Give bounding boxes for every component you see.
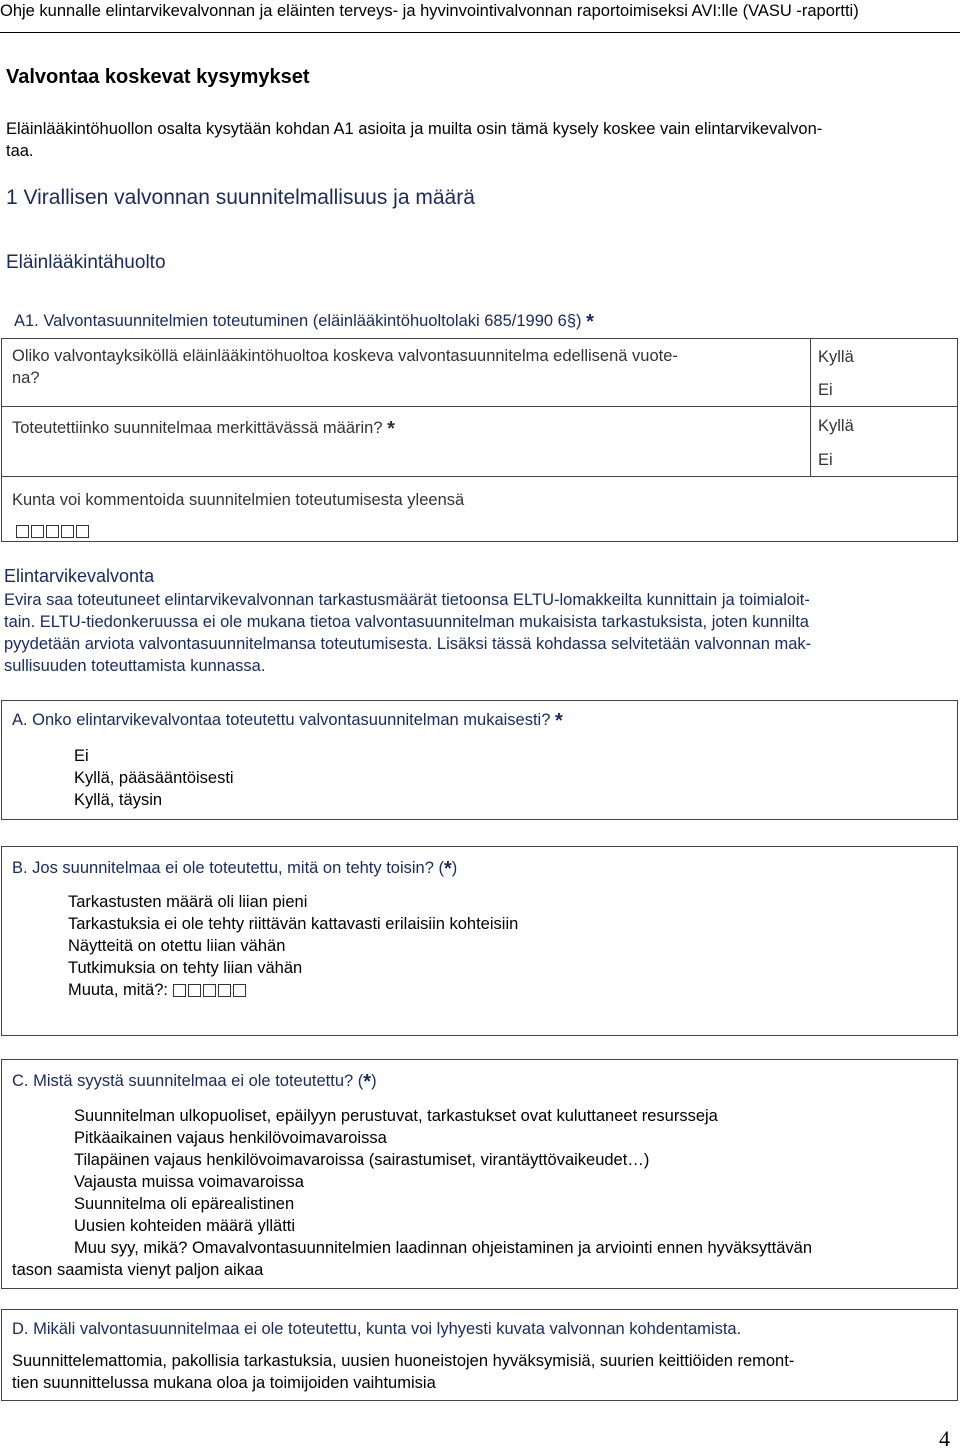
question-c-title-pre: C. Mistä syystä suunnitelmaa ei ole toteutettu? ( bbox=[12, 1072, 364, 1090]
question-a-title-text: A. Onko elintarvikevalvontaa toteutettu valvontasuunnitelman mukaisesti? bbox=[12, 711, 551, 729]
question-b-title-post: ) bbox=[451, 859, 458, 877]
a1-q1-option-yes[interactable]: Kyllä bbox=[818, 348, 854, 366]
question-b-title-pre: B. Jos suunnitelmaa ei ole toteutettu, mitä on tehty toisin? ( bbox=[12, 859, 444, 877]
section-title: Valvontaa koskevat kysymykset bbox=[6, 66, 310, 88]
required-star: * bbox=[554, 710, 563, 732]
field-placeholder-box bbox=[61, 525, 74, 538]
question-c-other-line-2: tason saamista vienyt paljon aikaa bbox=[12, 1261, 264, 1279]
intro-line-2: taa. bbox=[6, 142, 34, 160]
required-star: * bbox=[586, 311, 594, 333]
field-placeholder-box bbox=[233, 984, 246, 997]
question-d-title: D. Mikäli valvontasuunnitelmaa ei ole toteutettu, kunta voi lyhyesti kuvata valvonnan kohdentamista. bbox=[12, 1320, 742, 1338]
question-b-title bbox=[12, 857, 457, 880]
question-c-title bbox=[12, 1070, 377, 1093]
food-line-2: tain. ELTU-tiedonkeruussa ei ole mukana tietoa valvontasuunnitelman mukaisista tarkastuksista, joten kunnilta bbox=[4, 613, 809, 631]
page-number: 4 bbox=[939, 1426, 950, 1451]
a1-q2 bbox=[12, 417, 395, 440]
a1-row-2-divider bbox=[810, 407, 811, 476]
a1-q2-text: Toteutettiinko suunnitelmaa merkittävässä määrin? bbox=[12, 419, 383, 437]
field-placeholder-box bbox=[218, 984, 231, 997]
food-line-4: sullisuuden toteuttamista kunnassa. bbox=[4, 657, 266, 675]
field-placeholder-box bbox=[173, 984, 186, 997]
question-c-box bbox=[1, 1059, 958, 1289]
a1-q1-option-no[interactable]: Ei bbox=[818, 381, 833, 399]
a1-table bbox=[1, 338, 958, 542]
field-placeholder-box bbox=[46, 525, 59, 538]
question-b-other-label: Muuta, mitä?: bbox=[68, 981, 168, 999]
question-c-option-5[interactable]: Uusien kohteiden määrä yllätti bbox=[74, 1217, 296, 1235]
a1-q2-option-yes[interactable]: Kyllä bbox=[818, 417, 854, 435]
food-text bbox=[4, 589, 954, 677]
heading-main: 1 Virallisen valvonnan suunnitelmallisuus ja määrä bbox=[6, 186, 475, 209]
a1-q1-line-2: na? bbox=[12, 369, 40, 387]
field-placeholder-box bbox=[16, 525, 29, 538]
question-d-answer-line-1[interactable]: Suunnittelemattomia, pakollisia tarkastuksia, uusien huoneistojen hyväksymisiä, suurien keittiöiden remont- bbox=[12, 1352, 795, 1370]
food-line-3: pyydetään arviota valvontasuunnitelmansa toteutumisesta. Lisäksi tässä kohdassa selvitetään valvonnan mak- bbox=[4, 635, 812, 653]
question-a-option-2[interactable]: Kyllä, täysin bbox=[74, 791, 163, 809]
question-c-option-4[interactable]: Suunnitelma oli epärealistinen bbox=[74, 1195, 295, 1213]
a1-row-2 bbox=[1, 406, 958, 477]
field-placeholder-box bbox=[188, 984, 201, 997]
a1-comment-label: Kunta voi kommentoida suunnitelmien toteutumisesta yleensä bbox=[12, 491, 465, 509]
a1-row-1-divider bbox=[810, 339, 811, 406]
question-a-box bbox=[1, 700, 958, 820]
a1-q1 bbox=[12, 345, 802, 389]
question-c-title-post: ) bbox=[371, 1072, 377, 1090]
food-line-1: Evira saa toteutuneet elintarvikevalvonnan tarkastusmäärät tietoonsa ELTU-lomakkeilta kunnittain ja toimialoit- bbox=[4, 591, 810, 609]
question-d-answer-line-2[interactable]: tien suunnittelussa mukana oloa ja toimijoiden vaihtumisia bbox=[12, 1374, 436, 1392]
a1-row-1 bbox=[1, 338, 958, 407]
a1-comment-field[interactable] bbox=[16, 523, 91, 541]
a1-q1-line-1: Oliko valvontayksiköllä eläinlääkintöhuoltoa koskeva valvontasuunnitelma edellisenä vuote- bbox=[12, 347, 678, 365]
a1-title-text: A1. Valvontasuunnitelmien toteutuminen (eläinlääkintöhuoltolaki 685/1990 6§) bbox=[14, 312, 582, 330]
question-b-other[interactable] bbox=[68, 979, 248, 1001]
question-c-option-3[interactable]: Vajausta muissa voimavaroissa bbox=[74, 1173, 304, 1191]
required-star: * bbox=[444, 858, 452, 880]
a1-title bbox=[14, 310, 594, 333]
question-b-option-3[interactable]: Tutkimuksia on tehty liian vähän bbox=[68, 959, 303, 977]
question-b-box bbox=[1, 846, 958, 1036]
question-a-option-0[interactable]: Ei bbox=[74, 747, 89, 765]
question-a-title bbox=[12, 709, 563, 732]
field-placeholder-box bbox=[203, 984, 216, 997]
question-a-option-1[interactable]: Kyllä, pääsääntöisesti bbox=[74, 769, 234, 787]
question-c-other-line-1[interactable]: Muu syy, mikä? Omavalvontasuunnitelmien laadinnan ohjeistaminen ja arviointi ennen hyväksyttävän bbox=[74, 1239, 813, 1257]
field-placeholder-box bbox=[76, 525, 89, 538]
required-star: * bbox=[387, 418, 395, 440]
question-c-option-1[interactable]: Pitkäaikainen vajaus henkilövoimavaroissa bbox=[74, 1129, 387, 1147]
document-header: Ohje kunnalle elintarvikevalvonnan ja eläinten terveys- ja hyvinvointivalvonnan raportoimiseksi AVI:lle (VASU -raportti) bbox=[0, 2, 859, 20]
intro-text bbox=[6, 118, 822, 162]
question-b-option-1[interactable]: Tarkastuksia ei ole tehty riittävän kattavasti erilaisiin kohteisiin bbox=[68, 915, 519, 933]
intro-line-1: Eläinlääkintöhuollon osalta kysytään kohdan A1 asioita ja muilta osin tämä kysely koskee vain elintarvikevalvon- bbox=[6, 120, 823, 138]
heading-vet: Eläinlääkintähuolto bbox=[6, 252, 166, 273]
a1-q2-option-no[interactable]: Ei bbox=[818, 451, 833, 469]
question-d-box bbox=[1, 1309, 958, 1401]
question-b-option-2[interactable]: Näytteitä on otettu liian vähän bbox=[68, 937, 286, 955]
required-star: * bbox=[363, 1071, 372, 1093]
question-c-option-2[interactable]: Tilapäinen vajaus henkilövoimavaroissa (sairastumiset, virantäyttövaikeudet…) bbox=[74, 1151, 650, 1169]
header-rule bbox=[0, 32, 960, 33]
question-b-other-field[interactable] bbox=[173, 981, 248, 999]
field-placeholder-box bbox=[31, 525, 44, 538]
question-b-option-0[interactable]: Tarkastusten määrä oli liian pieni bbox=[68, 893, 308, 911]
question-c-option-0[interactable]: Suunnitelman ulkopuoliset, epäilyyn perustuvat, tarkastukset ovat kuluttaneet resursseja bbox=[74, 1107, 718, 1125]
food-heading: Elintarvikevalvonta bbox=[4, 566, 155, 586]
